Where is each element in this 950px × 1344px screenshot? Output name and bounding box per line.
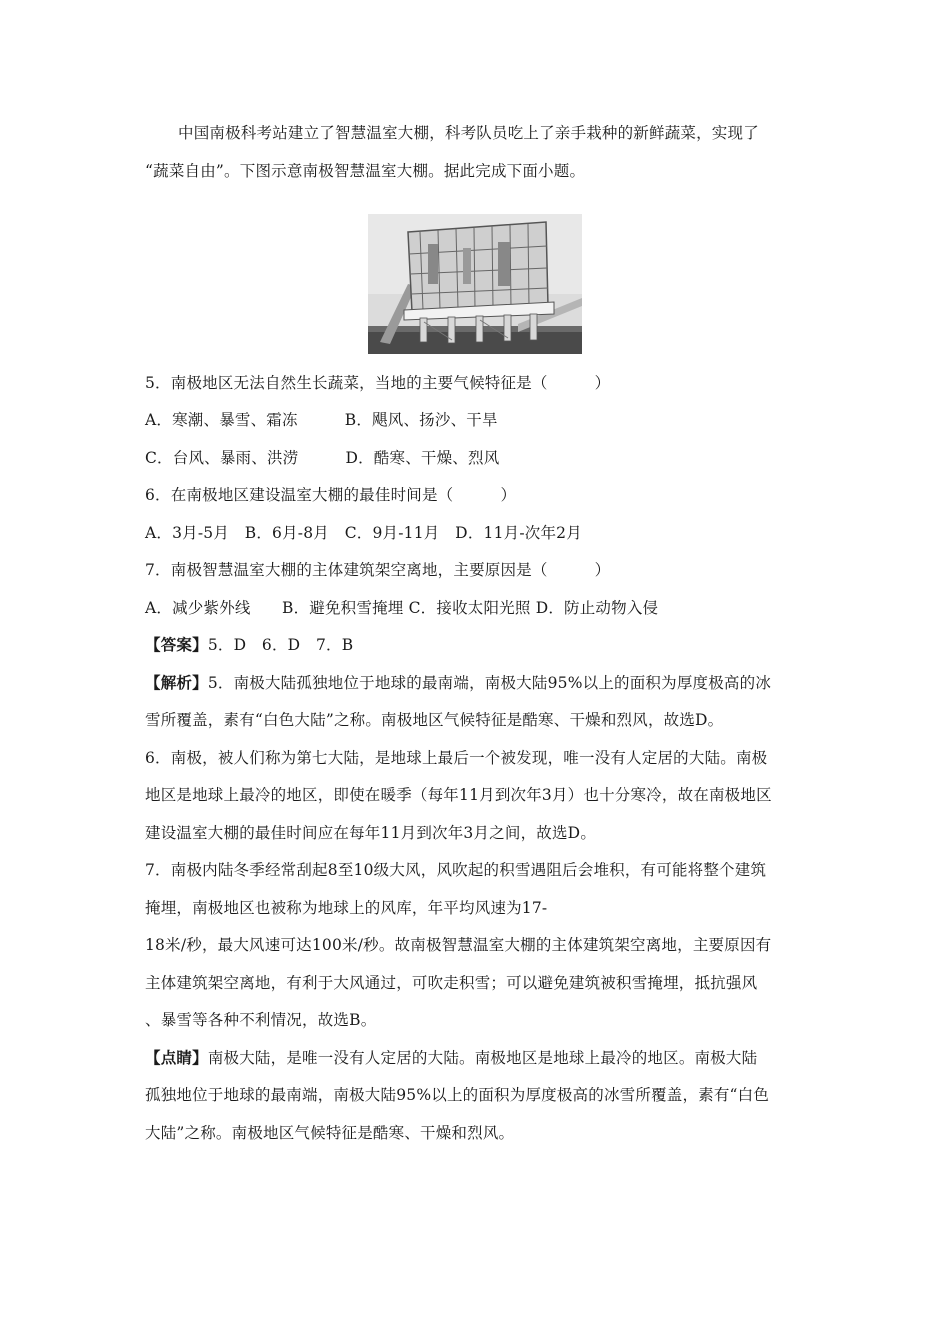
answer-line bbox=[145, 634, 353, 656]
intro-line-1: 中国南极科考站建立了智慧温室大棚，科考队员吃上了亲手栽种的新鲜蔬菜，实现了 bbox=[178, 124, 759, 142]
analysis-line-8: 18米/秒，最大风速可达100米/秒。故南极智慧温室大棚的主体建筑架空离地，主要原因有 bbox=[145, 936, 772, 954]
tip-text-1: 南极大陆，是唯一没有人定居的大陆。南极地区是地球上最冷的地区。南极大陆 bbox=[207, 1049, 758, 1067]
analysis-line-1 bbox=[145, 672, 771, 694]
q6-stem: 6．在南极地区建设温室大棚的最佳时间是（ ） bbox=[145, 486, 517, 504]
tip-line-3: 大陆”之称。南极地区气候特征是酷寒、干燥和烈风。 bbox=[145, 1124, 515, 1142]
q5-options-row-1: A．寒潮、暴雪、霜冻 B．飓风、扬沙、干旱 bbox=[145, 411, 498, 429]
analysis-line-4: 地区是地球上最冷的地区，即使在暖季（每年11月到次年3月）也十分寒冷，故在南极地区 bbox=[145, 786, 772, 804]
analysis-line-5: 建设温室大棚的最佳时间应在每年11月到次年3月之间，故选D。 bbox=[145, 824, 597, 842]
q7-stem: 7．南极智慧温室大棚的主体建筑架空离地，主要原因是（ ） bbox=[145, 561, 611, 579]
analysis-line-3: 6．南极，被人们称为第七大陆，是地球上最后一个被发现，唯一没有人定居的大陆。南极 bbox=[145, 749, 768, 767]
analysis-line-10: 、暴雪等各种不利情况，故选B。 bbox=[145, 1011, 377, 1029]
analysis-line-7: 掩埋，南极地区也被称为地球上的风库，年平均风速为17- bbox=[145, 899, 548, 917]
tip-line-1 bbox=[145, 1047, 757, 1069]
answer-label: 【答案】 bbox=[145, 635, 208, 654]
analysis-line-6: 7．南极内陆冬季经常刮起8至10级大风，风吹起的积雪遇阻后会堆积，有可能将整个建筑 bbox=[145, 861, 767, 879]
analysis-line-2: 雪所覆盖，素有“白色大陆”之称。南极地区气候特征是酷寒、干燥和烈风，故选D。 bbox=[145, 711, 724, 729]
q6-options-row-1: A．3月-5月 B．6月-8月 C．9月-11月 D．11月-次年2月 bbox=[145, 524, 582, 542]
q7-options-row-1: A．减少紫外线 B．避免积雪掩埋 C．接收太阳光照 D．防止动物入侵 bbox=[145, 599, 659, 617]
tip-line-2: 孤独地位于地球的最南端，南极大陆95%以上的面积为厚度极高的冰雪所覆盖，素有“白色 bbox=[145, 1086, 770, 1104]
tip-label: 【点睛】 bbox=[145, 1048, 208, 1067]
analysis-line-9: 主体建筑架空离地，有利于大风通过，可吹走积雪；可以避免建筑被积雪掩埋，抵抗强风 bbox=[145, 974, 758, 992]
greenhouse-photo-icon bbox=[368, 214, 582, 354]
q5-stem: 5．南极地区无法自然生长蔬菜，当地的主要气候特征是（ ） bbox=[145, 374, 611, 392]
analysis-label: 【解析】 bbox=[145, 673, 208, 692]
analysis-text-1: 5．南极大陆孤独地位于地球的最南端，南极大陆95%以上的面积为厚度极高的冰 bbox=[207, 674, 772, 692]
intro-line-2: “蔬菜自由”。下图示意南极智慧温室大棚。据此完成下面小题。 bbox=[145, 162, 586, 180]
answer-text: 5．D 6．D 7．B bbox=[207, 636, 354, 654]
q5-options-row-2: C．台风、暴雨、洪涝 D．酷寒、干燥、烈风 bbox=[145, 449, 500, 467]
